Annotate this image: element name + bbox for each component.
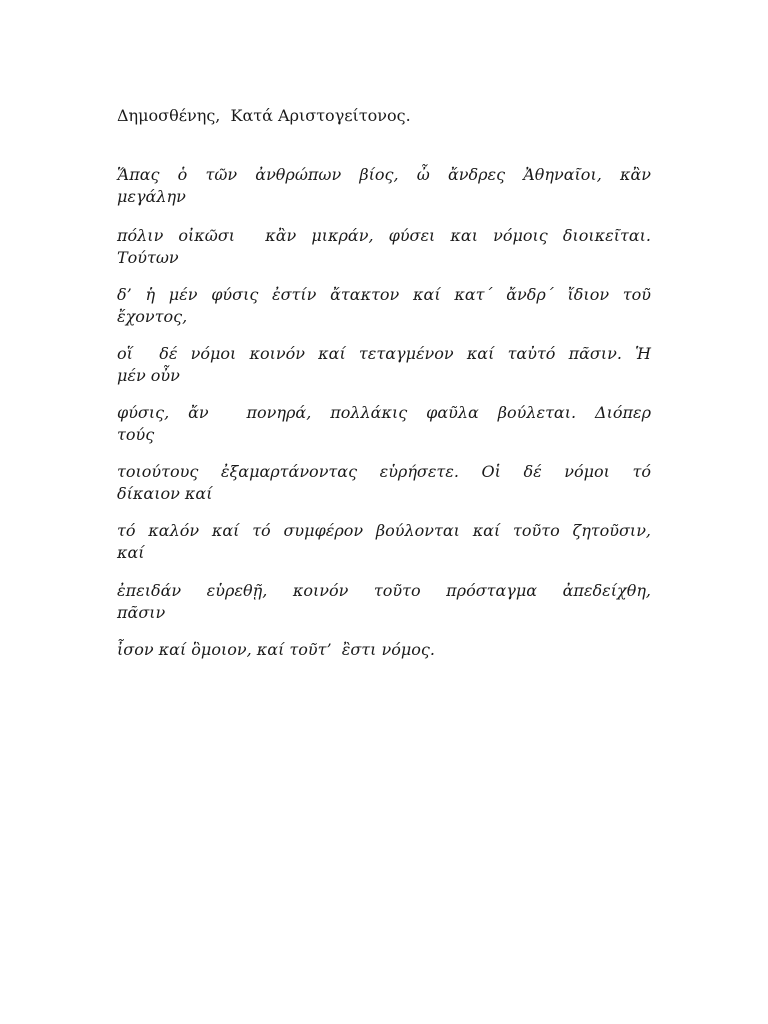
- paragraph-9: [117, 639, 651, 661]
- paragraph-line: τό καλόν καί τό συμφέρον βούλονται καί τοῦτο ζητοῦσιν,: [117, 521, 651, 540]
- paragraph-line: τοιούτους ἐξαμαρτάνοντας εὑρήσετε. Οἱ δέ νόμοι τό: [117, 462, 651, 481]
- paragraph-line: μέν οὖν: [117, 366, 180, 385]
- paragraph-line: καί: [117, 543, 145, 562]
- paragraph-1: [117, 164, 651, 208]
- paragraph-2: [117, 225, 651, 269]
- paragraph-4: [117, 343, 651, 387]
- paragraph-line: ἔχοντος,: [117, 307, 188, 326]
- paragraph-line: δ’ ἡ μέν φύσις ἐστίν ἄτακτον καί κατ´ ἄνδρ´ ἴδιον τοῦ: [117, 285, 651, 304]
- paragraph-6: [117, 461, 651, 505]
- document-title: Δημοσθένης, Κατά Αριστογείτονος.: [117, 106, 411, 125]
- paragraph-line: οἵ δέ νόμοι κοινόν καί τεταγμένον καί ταὐτό πᾶσιν. Ἡ: [117, 344, 651, 363]
- paragraph-line: μεγάλην: [117, 187, 186, 206]
- paragraph-line: φύσις, ἄν πονηρά, πολλάκις φαῦλα βούλεται. Διόπερ: [117, 403, 651, 422]
- paragraph-3: [117, 284, 651, 328]
- paragraph-line: δίκαιον καί: [117, 484, 213, 503]
- paragraph-line: πόλιν οἰκῶσι κἂν μικράν, φύσει και νόμοις διοικεῖται.: [117, 226, 651, 245]
- paragraph-line: πᾶσιν: [117, 603, 166, 622]
- paragraph-line: Τούτων: [117, 248, 179, 267]
- paragraph-7: [117, 520, 651, 564]
- paragraph-line: ἐπειδάν εὑρεθῇ, κοινόν τοῦτο πρόσταγμα ἀπεδείχθη,: [117, 581, 651, 600]
- paragraph-5: [117, 402, 651, 446]
- paragraph-line: Ἅπας ὁ τῶν ἀνθρώπων βίος, ὦ ἄνδρες Ἀθηναῖοι, κἂν: [117, 165, 651, 184]
- paragraph-line: τούς: [117, 425, 155, 444]
- paragraph-line: ἶσον καί ὃμοιον, καί τοῦτ’ ἒστι νόμος.: [117, 640, 435, 659]
- paragraph-8: [117, 580, 651, 624]
